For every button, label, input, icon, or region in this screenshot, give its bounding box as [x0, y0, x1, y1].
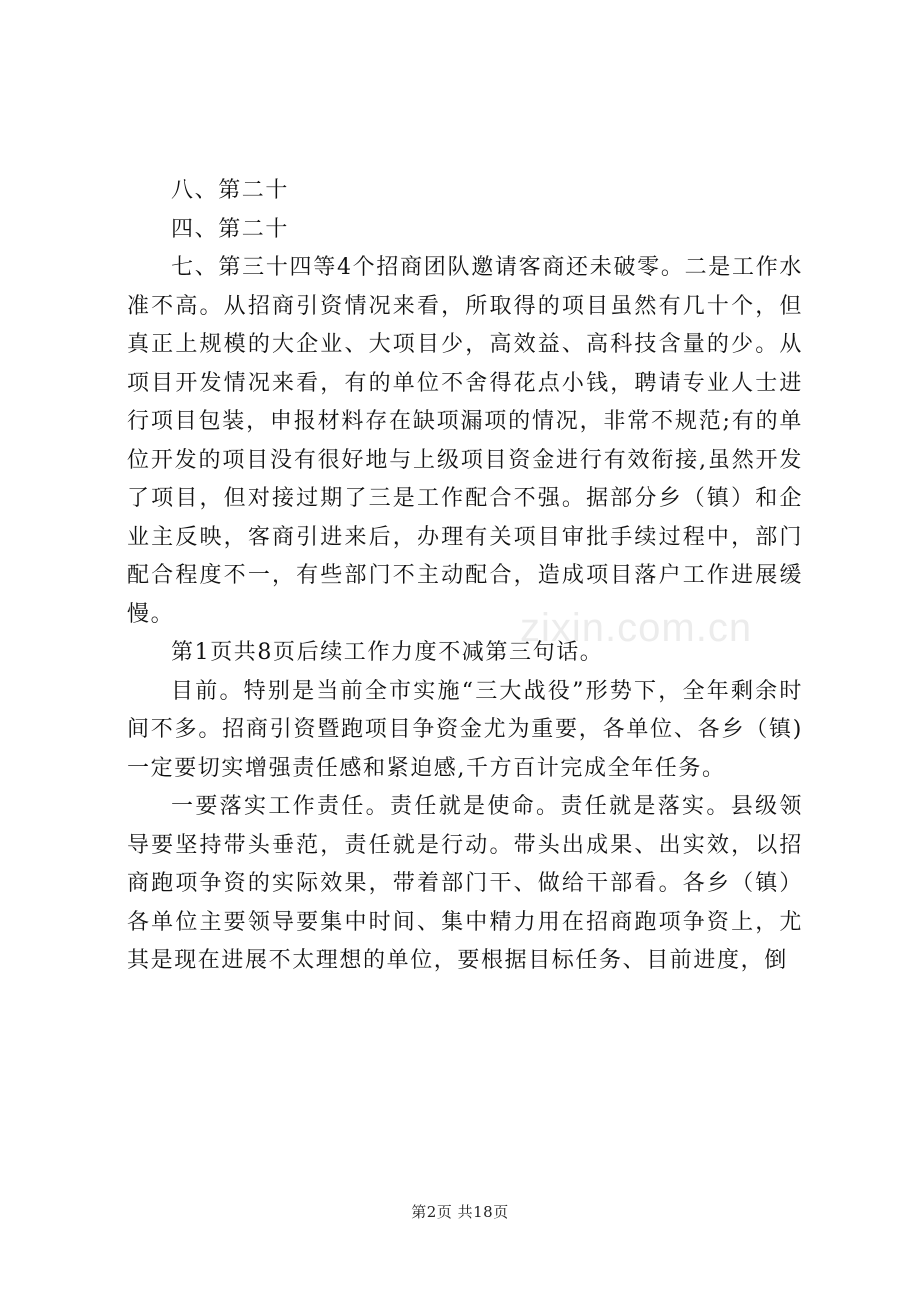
watermark: zixin.com.cn — [520, 606, 753, 650]
paragraph-4: 第1页共8页后续工作力度不减第三句话。 — [171, 640, 604, 665]
paragraph-2: 四、第二十 — [171, 216, 290, 242]
paragraph-3: 七、第三十四等4个招商团队邀请客商还未破零。二是工作水准不高。从招商引资情况来看，所取得的项目虽然有几十个，但真正上规模的大企业、大项目少，高效益、高科技含量的少。从项目开发情况来看，有的单位不舍得花点小钱，聘请专业人士进行项目包装，申报材料存在缺项漏项的情况，非常不规范;有的单位开发的项目没有很好地与上级项目资金进行有效衔接,虽然开发了项目，但对接过期了三是工作配合不强。据部分乡（镇）和企业主反映，客商引进来后，办理有关项目审批手续过程中，部门配合程度不一，有些部门不主动配合，造成项目落户工作进展缓慢。 — [127, 255, 803, 627]
paragraph-5: 目前。特别是当前全市实施“三大战役”形势下，全年剩余时间不多。招商引资暨跑项目争资金尤为重要，各单位、各乡（镇)一定要切实增强责任感和紧迫感,千方百计完成全年任务。 — [127, 678, 803, 781]
paragraph-6: 一要落实工作责任。责任就是使命。责任就是落实。县级领导要坚持带头垂范，责任就是行动。带头出成果、出实效，以招商跑项争资的实际效果，带着部门干、做给干部看。各乡（镇）各单位主要领导要集中时间、集中精力用在招商跑项争资上，尤其是现在进展不太理想的单位，要根据目标任务、目前进度，倒 — [127, 794, 803, 973]
body-text — [127, 172, 803, 981]
page-footer: 第2页 共18页 — [411, 1203, 509, 1221]
paragraph-1: 八、第二十 — [171, 178, 290, 203]
